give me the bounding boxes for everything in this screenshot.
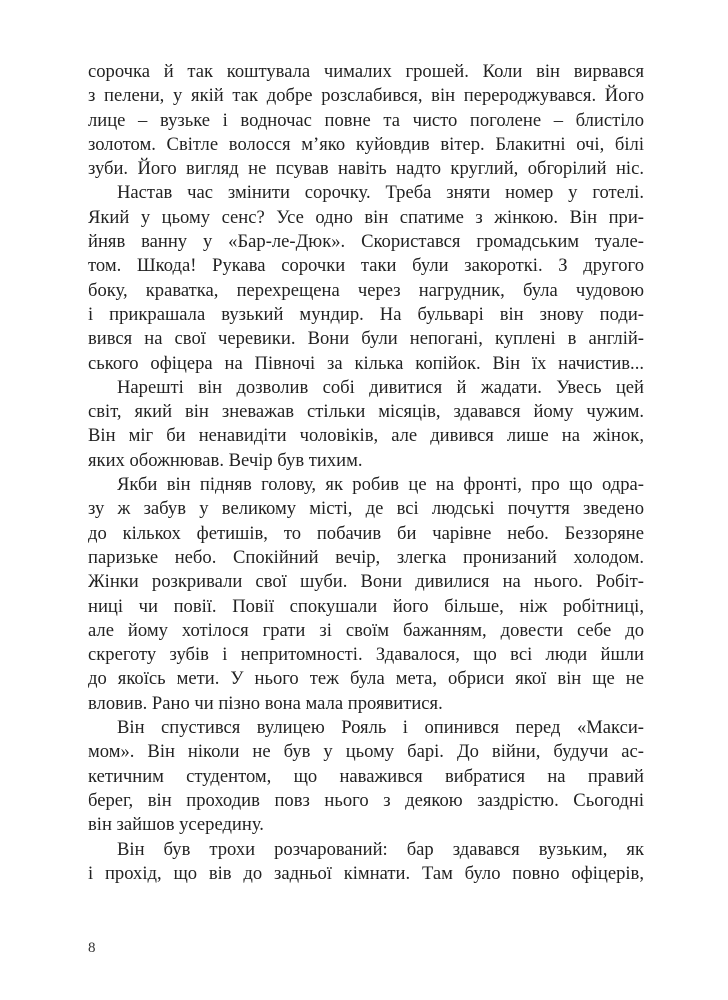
text-line: і прикрашала вузький мундир. На бульварі він знову поди-	[88, 303, 644, 325]
text-line: Він міг би ненавидіти чоловіків, але дивився лише на жінок,	[88, 425, 644, 447]
text-line: боку, краватка, перехрещена через нагрудник, була чудовою	[88, 279, 644, 301]
text-line: світ, який він зневажав стільки місяців, здавався йому чужим.	[88, 401, 644, 423]
text-line: зу ж забув у великому місті, де всі людські почуття зведено	[88, 498, 644, 520]
text-line: паризьке небо. Спокійний вечір, злегка пронизаний холодом.	[88, 546, 644, 568]
text-line: золотом. Світле волосся м’яко куйовдив вітер. Блакитні очі, білі	[88, 133, 644, 155]
text-line: він зайшов усередину.	[88, 814, 264, 836]
body-text	[88, 60, 644, 886]
text-line: до якоїсь мети. У нього теж була мета, обриси якої він ще не	[88, 668, 644, 690]
text-line: ського офіцера на Півночі за кілька копійок. Він їх начистив...	[88, 352, 644, 374]
text-line: том. Шкода! Рукава сорочки таки були закороткі. З другого	[88, 255, 644, 277]
text-line: Нарешті він дозволив собі дивитися й жадати. Увесь цей	[117, 376, 644, 398]
text-line: йняв ванну у «Бар-ле-Дюк». Скористався громадським туале-	[88, 231, 644, 253]
text-line: кетичним студентом, що наважився вибратися на правий	[88, 765, 644, 787]
text-line: Він спустився вулицею Рояль і опинився перед «Макси-	[117, 717, 644, 739]
text-line: Жінки розкривали свої шуби. Вони дивилися на нього. Робіт-	[88, 571, 644, 593]
text-line: Настав час змінити сорочку. Треба зняти номер у готелі.	[117, 182, 644, 204]
text-line: Який у цьому сенс? Усе одно він спатиме з жінкою. Він при-	[88, 206, 644, 228]
text-line: скреготу зубів і непритомності. Здавалося, що всі люди йшли	[88, 644, 644, 666]
text-line: мом». Він ніколи не був у цьому барі. До війни, будучи ас-	[88, 741, 644, 763]
text-line: лице – вузьке і водночас повне та чисто поголене – блистіло	[88, 109, 644, 131]
text-line: зуби. Його вигляд не псував навіть надто круглий, обгорілий ніс.	[88, 158, 644, 180]
text-line: з пелени, у якій так добре розслабився, він перероджувався. Його	[88, 85, 644, 107]
text-line: вловив. Рано чи пізно вона мала проявитися.	[88, 692, 443, 714]
text-line: сорочка й так коштувала чималих грошей. Коли він вирвався	[88, 61, 644, 82]
text-line: Він був трохи розчарований: бар здавався вузьким, як	[117, 838, 644, 860]
text-line: яких обожнював. Вечір був тихим.	[88, 449, 363, 471]
text-line: до кількох фетишів, то побачив би чарівне небо. Беззоряне	[88, 522, 644, 544]
text-line: берег, він проходив повз нього з деякою заздрістю. Сьогодні	[88, 789, 644, 811]
text-line: але йому хотілося грати зі своїм бажанням, довести себе до	[88, 619, 644, 641]
page-number: 8	[88, 940, 96, 956]
text-line: і прохід, що вів до задньої кімнати. Там було повно офіцерів,	[88, 862, 644, 884]
text-line: вився на свої черевики. Вони були непогані, куплені в англій-	[88, 328, 644, 350]
text-line: ниці чи повії. Повії спокушали його більше, ніж робітниці,	[88, 595, 644, 617]
text-line: Якби він підняв голову, як робив це на фронті, про що одра-	[117, 474, 644, 496]
